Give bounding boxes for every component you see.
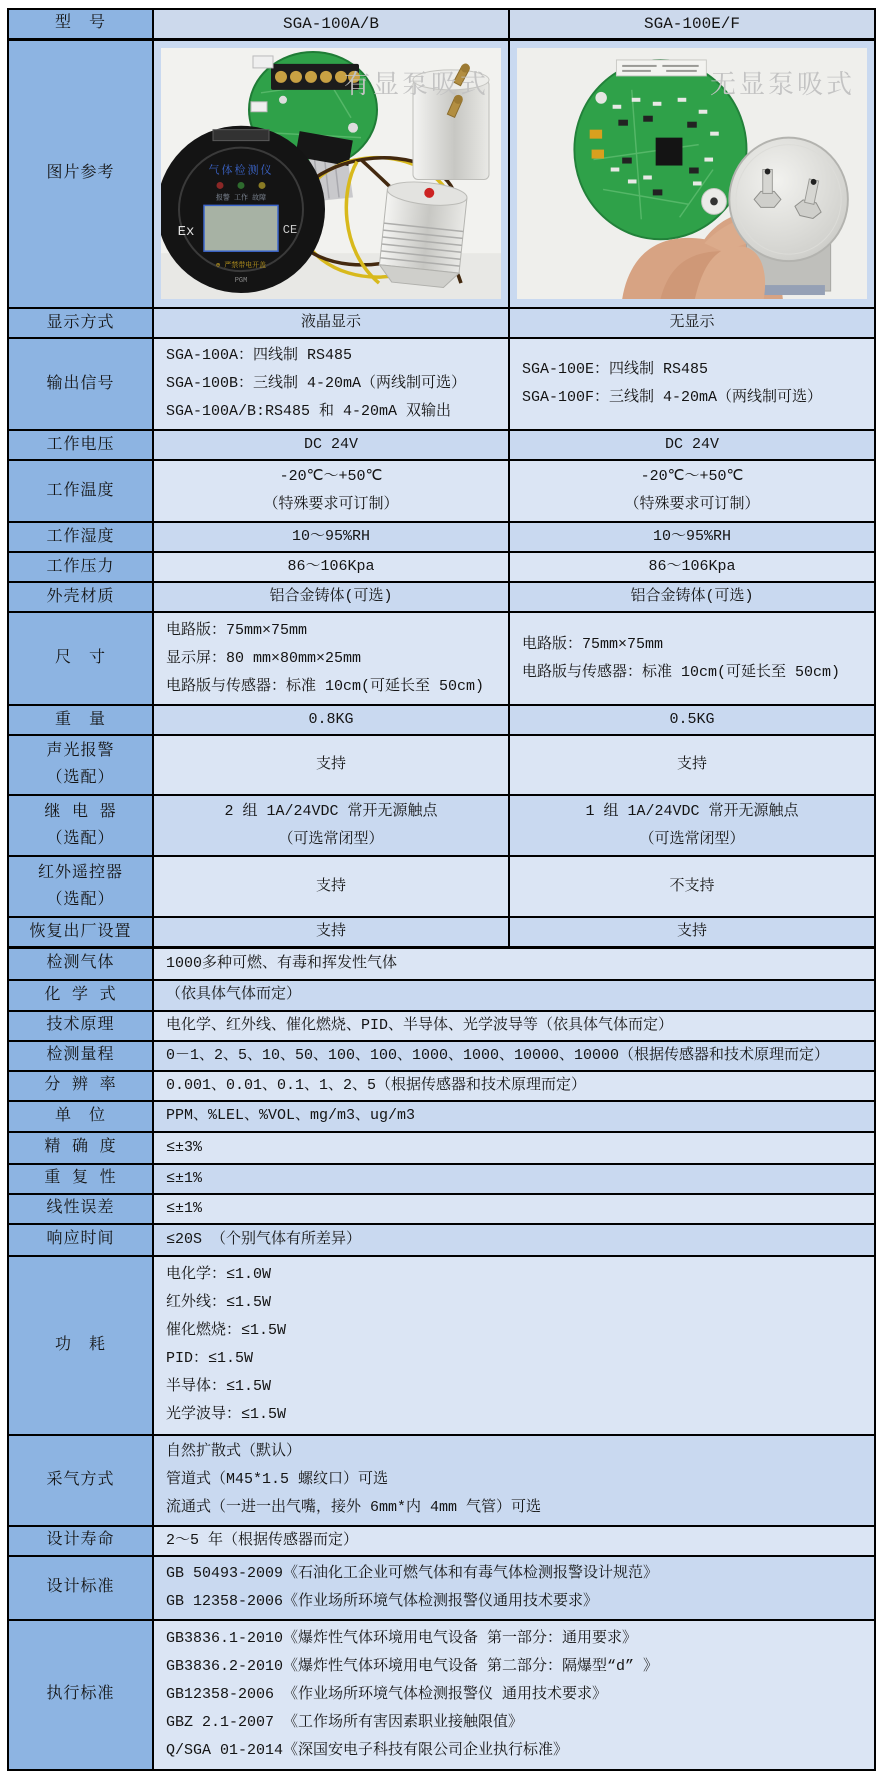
value-line: 0.5KG — [669, 711, 715, 728]
value-line: 流通式（一进一出气嘴，接外 6mm*内 4mm 气管）可选 — [166, 1499, 542, 1516]
row-label-text: 继 电 器 — [44, 802, 117, 821]
sga-100ef-product-photo — [517, 48, 867, 299]
row-label-text: 恢复出厂设置 — [29, 922, 132, 941]
value-line: GB 12358-2006《作业场所环境气体检测报警仪通用技术要求》 — [166, 1592, 599, 1610]
row-label-text: （选配） — [46, 829, 115, 848]
value-shell-material-right — [509, 582, 875, 612]
row-label-design-standard — [8, 1556, 153, 1620]
value-chemical-formula — [153, 980, 875, 1011]
value-line: （可选常闭型） — [278, 830, 384, 848]
row-label-text: 检测量程 — [46, 1046, 115, 1064]
spec-row-chemical-formula — [8, 980, 875, 1011]
row-label-text: 技术原理 — [46, 1016, 115, 1034]
row-label-design-life — [8, 1526, 153, 1556]
spec-table — [7, 8, 876, 1771]
value-line: SGA-100A：四线制 RS485 — [166, 347, 353, 364]
value-line: 液晶显示 — [300, 314, 361, 331]
row-label-working-voltage — [8, 430, 153, 460]
row-label-gas-sampling — [8, 1435, 153, 1526]
value-design-life — [153, 1526, 875, 1556]
value-line: SGA-100E：四线制 RS485 — [522, 361, 709, 378]
row-label-accuracy — [8, 1132, 153, 1164]
value-line: 86～106Kpa — [287, 558, 375, 575]
value-working-humidity-right — [509, 522, 875, 552]
row-label-power-consumption — [8, 1256, 153, 1435]
value-line: 管道式（M45*1.5 螺纹口）可选 — [166, 1471, 389, 1488]
row-label-working-humidity — [8, 522, 153, 552]
value-factory-reset-left — [153, 917, 509, 948]
row-label-text: 输出信号 — [46, 374, 115, 393]
value-line: -20℃～+50℃ — [640, 468, 744, 485]
spec-row-tech-principle — [8, 1011, 875, 1041]
value-line: DC 24V — [664, 436, 719, 453]
model-a-b-header: SGA-100A/B — [153, 9, 509, 39]
spec-row-output-signal — [8, 338, 875, 430]
value-ir-remote-right — [509, 856, 875, 917]
value-line: 半导体：≤1.5W — [166, 1378, 272, 1395]
value-line: （可选常闭型） — [639, 830, 745, 848]
row-label-unit — [8, 1101, 153, 1132]
value-line: 10～95%RH — [291, 528, 370, 545]
row-label-text: 红外遥控器 — [37, 863, 123, 882]
row-label-text: 单 位 — [54, 1106, 106, 1125]
svg-text:报警 工作 故障: 报警 工作 故障 — [215, 194, 267, 203]
value-working-pressure-right — [509, 552, 875, 582]
spec-row-design-standard — [8, 1556, 875, 1620]
row-label-execution-standard — [8, 1620, 153, 1770]
row-label-text: 工作电压 — [46, 435, 115, 454]
row-label-linearity-error — [8, 1194, 153, 1224]
value-line: 0－1、2、5、10、50、100、100、1000、1000、10000、10000（根据传感器和技术原理而定） — [166, 1046, 830, 1064]
row-label-text: 显示方式 — [46, 313, 115, 332]
spec-row-response-time — [8, 1224, 875, 1256]
spec-row-gas-sampling — [8, 1435, 875, 1526]
value-line: 0.001、0.01、0.1、1、2、5（根据传感器和技术原理而定） — [166, 1076, 587, 1094]
row-label-shell-material — [8, 582, 153, 612]
value-line: GBZ 2.1-2007 《工作场所有害因素职业接触限值》 — [166, 1713, 524, 1731]
value-execution-standard — [153, 1620, 875, 1770]
photo-watermark-left: 有显泵吸式 — [343, 71, 489, 102]
model-header-label: 型 号 — [8, 9, 153, 39]
value-line: GB3836.2-2010《爆炸性气体环境用电气设备 第二部分：隔爆型“d” 》 — [166, 1657, 659, 1675]
row-label-chemical-formula — [8, 980, 153, 1011]
value-line: 支持 — [676, 923, 707, 940]
value-line: （特殊要求可订制） — [624, 496, 760, 513]
value-unit — [153, 1101, 875, 1132]
row-label-response-time — [8, 1224, 153, 1256]
row-label-text: （选配） — [46, 769, 115, 787]
value-line: 电路版与传感器：标准 10cm(可延长至 50cm) — [166, 677, 485, 695]
row-label-text: 响应时间 — [46, 1230, 115, 1248]
spec-row-working-pressure — [8, 552, 875, 582]
value-linearity-error — [153, 1194, 875, 1224]
value-line: 0.8KG — [308, 711, 354, 728]
value-line: 催化燃烧：≤1.5W — [166, 1322, 287, 1339]
value-repeatability — [153, 1164, 875, 1194]
value-dimensions-left — [153, 612, 509, 705]
value-line: 支持 — [315, 756, 346, 773]
spec-row-power-consumption — [8, 1256, 875, 1435]
row-label-text: 检测气体 — [46, 954, 115, 973]
row-label-display-mode — [8, 308, 153, 338]
spec-row-display-mode — [8, 308, 875, 338]
spec-row-working-temperature — [8, 460, 875, 522]
value-line: 支持 — [315, 877, 346, 895]
value-sound-light-alarm-right — [509, 735, 875, 795]
value-relay-left — [153, 795, 509, 856]
spec-row-unit — [8, 1101, 875, 1132]
row-label-detect-gas — [8, 948, 153, 980]
row-label-weight — [8, 705, 153, 735]
value-line: 不支持 — [669, 877, 715, 895]
value-working-voltage-left — [153, 430, 509, 460]
value-line: 红外线：≤1.5W — [166, 1294, 272, 1311]
model-e-f-header: SGA-100E/F — [509, 9, 875, 39]
image-reference-row — [8, 39, 875, 308]
row-label-factory-reset — [8, 917, 153, 948]
row-label-working-temperature — [8, 460, 153, 522]
value-line: 支持 — [676, 756, 707, 773]
value-ir-remote-left — [153, 856, 509, 917]
spec-row-sound-light-alarm — [8, 735, 875, 795]
value-line: 铝合金铸体(可选) — [269, 588, 393, 605]
value-line: ≤±1% — [166, 1199, 203, 1217]
spec-row-repeatability — [8, 1164, 875, 1194]
value-line: 铝合金铸体(可选) — [630, 588, 754, 605]
value-display-mode-left — [153, 308, 509, 338]
sga-100ab-product-photo — [161, 48, 501, 299]
value-output-signal-right — [509, 338, 875, 430]
row-label-text: 功 耗 — [54, 1335, 106, 1354]
value-factory-reset-right — [509, 917, 875, 948]
value-sound-light-alarm-left — [153, 735, 509, 795]
row-label-detect-range — [8, 1041, 153, 1071]
spec-row-resolution — [8, 1071, 875, 1101]
value-line: 电路版与传感器：标准 10cm(可延长至 50cm) — [522, 663, 841, 681]
photo-watermark-right: 无显泵吸式 — [709, 71, 855, 102]
value-shell-material-left — [153, 582, 509, 612]
gas-detector-icon — [161, 126, 325, 293]
value-weight-left — [153, 705, 509, 735]
value-line: 无显示 — [669, 314, 715, 331]
spec-row-weight — [8, 705, 875, 735]
value-line: PID：≤1.5W — [166, 1350, 254, 1367]
value-line: ≤±3% — [166, 1138, 203, 1156]
value-detect-range — [153, 1041, 875, 1071]
row-label-text: 分 辨 率 — [44, 1076, 117, 1094]
value-line: Q/SGA 01-2014《深国安电子科技有限公司企业执行标准》 — [166, 1741, 569, 1759]
spec-row-linearity-error — [8, 1194, 875, 1224]
spec-row-working-voltage — [8, 430, 875, 460]
value-line: PPM、%LEL、%VOL、mg/m3、ug/m3 — [166, 1107, 416, 1124]
value-weight-right — [509, 705, 875, 735]
value-line: （依具体气体而定） — [166, 986, 302, 1003]
value-line: DC 24V — [303, 436, 358, 453]
row-label-resolution — [8, 1071, 153, 1101]
value-working-pressure-left — [153, 552, 509, 582]
value-line: SGA-100B：三线制 4-20mA（两线制可选） — [166, 375, 467, 392]
row-label-text: 声光报警 — [46, 742, 115, 760]
value-relay-right — [509, 795, 875, 856]
row-label-text: 精 确 度 — [44, 1138, 117, 1156]
svg-text:Ex: Ex — [177, 224, 195, 241]
value-line: SGA-100F：三线制 4-20mA（两线制可选） — [522, 389, 823, 406]
value-power-consumption — [153, 1256, 875, 1435]
spec-row-execution-standard — [8, 1620, 875, 1770]
photo-cell-right — [509, 39, 875, 308]
value-gas-sampling — [153, 1435, 875, 1526]
value-resolution — [153, 1071, 875, 1101]
value-line: 电化学：≤1.0W — [166, 1266, 272, 1283]
spec-row-design-life — [8, 1526, 875, 1556]
photo-cell-left — [153, 39, 509, 308]
spec-row-dimensions — [8, 612, 875, 705]
row-label-text: 工作湿度 — [46, 527, 115, 546]
value-accuracy — [153, 1132, 875, 1164]
row-label-text: 化 学 式 — [44, 985, 117, 1004]
value-dimensions-right — [509, 612, 875, 705]
value-response-time — [153, 1224, 875, 1256]
value-line: 电路版：75mm×75mm — [166, 621, 308, 639]
row-label-text: 工作温度 — [46, 481, 115, 500]
row-label-output-signal — [8, 338, 153, 430]
svg-text:气体检测仪: 气体检测仪 — [208, 165, 274, 178]
sensor-cylinder-icon — [378, 179, 468, 289]
value-line: （特殊要求可订制） — [263, 496, 399, 513]
value-tech-principle — [153, 1011, 875, 1041]
value-line: 2～5 年（根据传感器而定） — [166, 1531, 359, 1549]
row-label-dimensions — [8, 612, 153, 705]
spec-row-factory-reset — [8, 917, 875, 948]
value-working-humidity-left — [153, 522, 509, 552]
row-label-text: 线性误差 — [46, 1199, 115, 1217]
row-label-text: 采气方式 — [46, 1470, 115, 1489]
value-line: 10～95%RH — [652, 528, 731, 545]
value-line: GB12358-2006 《作业场所环境气体检测报警仪 通用技术要求》 — [166, 1685, 608, 1703]
row-label-text: 尺 寸 — [54, 649, 106, 667]
row-label-text: 重 量 — [54, 710, 106, 729]
value-line: GB 50493-2009《石油化工企业可燃气体和有毒气体检测报警设计规范》 — [166, 1564, 659, 1582]
spec-row-relay — [8, 795, 875, 856]
row-label-text: 重 复 性 — [44, 1169, 117, 1187]
value-line: 电化学、红外线、催化燃烧、PID、半导体、光学波导等（依具体气体而定） — [166, 1016, 674, 1034]
value-line: 自然扩散式（默认） — [166, 1443, 302, 1460]
spec-row-accuracy — [8, 1132, 875, 1164]
spec-row-working-humidity — [8, 522, 875, 552]
value-line: 显示屏：80 mm×80mm×25mm — [166, 649, 362, 667]
value-line: -20℃～+50℃ — [279, 468, 383, 485]
value-design-standard — [153, 1556, 875, 1620]
row-label-text: 工作压力 — [46, 557, 115, 576]
row-label-text: 设计标准 — [46, 1578, 115, 1596]
value-working-temperature-right — [509, 460, 875, 522]
row-label-tech-principle — [8, 1011, 153, 1041]
value-working-voltage-right — [509, 430, 875, 460]
spec-row-ir-remote — [8, 856, 875, 917]
value-line: 光学波导：≤1.5W — [166, 1406, 287, 1423]
row-label-relay — [8, 795, 153, 856]
value-line: 86～106Kpa — [648, 558, 736, 575]
row-label-text: （选配） — [46, 890, 115, 909]
value-line: 支持 — [315, 923, 346, 940]
svg-text:CE: CE — [282, 223, 298, 238]
row-label-text: 执行标准 — [46, 1685, 115, 1703]
value-detect-gas — [153, 948, 875, 980]
row-label-text: 外壳材质 — [46, 587, 115, 606]
row-label-repeatability — [8, 1164, 153, 1194]
spec-row-shell-material — [8, 582, 875, 612]
value-output-signal-left — [153, 338, 509, 430]
row-label-working-pressure — [8, 552, 153, 582]
value-line: SGA-100A/B:RS485 和 4-20mA 双输出 — [166, 403, 452, 420]
value-line: 1000多种可燃、有毒和挥发性气体 — [166, 954, 398, 972]
value-line: 2 组 1A/24VDC 常开无源触点 — [224, 802, 438, 820]
value-line: GB3836.1-2010《爆炸性气体环境用电气设备 第一部分：通用要求》 — [166, 1629, 638, 1647]
header-row — [8, 9, 875, 39]
value-working-temperature-left — [153, 460, 509, 522]
image-row-label: 图片参考 — [8, 39, 153, 308]
value-line: ≤±1% — [166, 1169, 203, 1187]
value-line: 1 组 1A/24VDC 常开无源触点 — [585, 802, 799, 820]
value-display-mode-right — [509, 308, 875, 338]
value-line: 电路版：75mm×75mm — [522, 635, 664, 653]
value-line: ≤20S （个别气体有所差异） — [166, 1230, 362, 1248]
svg-text:PGM: PGM — [234, 277, 248, 286]
row-label-ir-remote — [8, 856, 153, 917]
spec-row-detect-range — [8, 1041, 875, 1071]
spec-row-detect-gas — [8, 948, 875, 980]
svg-text:⊕ 严禁带电开盖: ⊕ 严禁带电开盖 — [215, 262, 267, 271]
row-label-text: 设计寿命 — [46, 1531, 115, 1549]
row-label-sound-light-alarm — [8, 735, 153, 795]
